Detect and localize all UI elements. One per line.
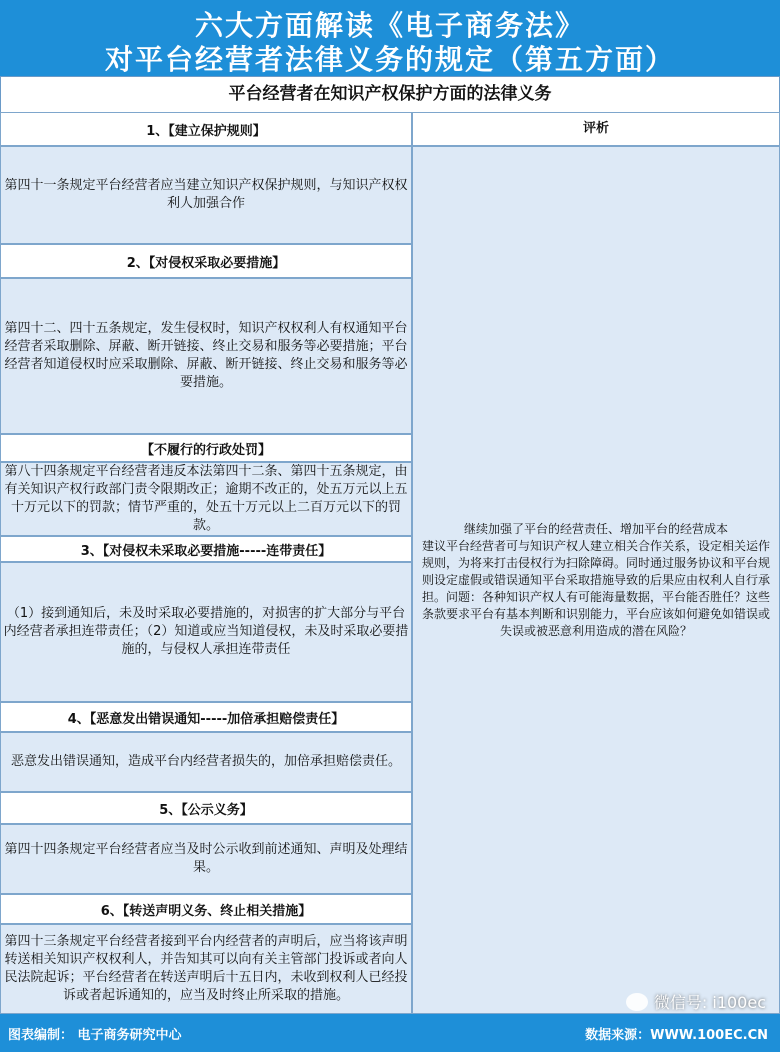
section-3-header: 3、【对侵权未采取必要措施-----连带责任】 bbox=[0, 536, 412, 562]
penalty-header: 【不履行的行政处罚】 bbox=[0, 434, 412, 462]
section-6-body bbox=[0, 924, 412, 1014]
section-4-header: 4、【恶意发出错误通知-----加倍承担赔偿责任】 bbox=[0, 702, 412, 732]
wechat-watermark bbox=[626, 990, 766, 1013]
section-1-body bbox=[0, 146, 412, 244]
footer-source: 数据来源：WWW.100EC.CN bbox=[585, 1028, 768, 1043]
section-1-header: 1、【建立保护规则】 bbox=[0, 112, 412, 146]
footer-compiler: 图表编制： 电子商务研究中心 bbox=[8, 1028, 182, 1043]
section-3-body bbox=[0, 562, 412, 702]
section-4-text: 恶意发出错误通知，造成平台内经营者损失的，加倍承担赔偿责任。 bbox=[10, 754, 401, 769]
section-5-body bbox=[0, 824, 412, 894]
section-3-text: （1）接到通知后，未及时采取必要措施的，对损害的扩大部分与平台内经营者承担连带责任；（2）知道或应当知道侵权，未及时采取必要措施的，与侵权人承担连带责任 bbox=[3, 606, 409, 657]
left-column bbox=[0, 112, 412, 1014]
penalty-body bbox=[0, 462, 412, 536]
analysis-line-2: 建议平台经营者可与知识产权人建立相关合作关系，设定相关运作规则，为将来打击侵权行为扫除障碍。同时通过服务协议和平台规则设定虚假或错误通知平台采取措施导致的后果应由权利人自行承担。问题：各种知识产权人有可能海量数据，平台能否胜任？这些条款要求平台有基本判断和识别能力，平台应该如何避免如错误或失误或被恶意利用造成的潜在风险？ bbox=[421, 538, 770, 638]
table-title: 平台经营者在知识产权保护方面的法律义务 bbox=[0, 76, 780, 113]
title-line-2: 对平台经营者法律义务的规定（第五方面） bbox=[104, 43, 675, 76]
section-5-header: 5、【公示义务】 bbox=[0, 792, 412, 824]
watermark-text: 微信号: i100ec bbox=[653, 993, 766, 1012]
analysis-body bbox=[412, 146, 780, 1014]
analysis-header: 评析 bbox=[412, 112, 780, 146]
analysis-line-1: 继续加强了平台的经营责任、增加平台的经营成本 bbox=[463, 521, 728, 536]
section-2-header: 2、【对侵权采取必要措施】 bbox=[0, 244, 412, 278]
section-6-header: 6、【转送声明义务、终止相关措施】 bbox=[0, 894, 412, 924]
section-6-text: 第四十三条规定平台经营者接到平台内经营者的声明后，应当将该声明转送相关知识产权权利人，并告知其可以向有关主管部门投诉或者向人民法院起诉；平台经营者在转送声明后十五日内，未收到权利人已经投诉或者起诉通知的，应当及时终止所采取的措施。 bbox=[4, 934, 408, 1003]
obligations-table bbox=[0, 112, 780, 1014]
section-5-text: 第四十四条规定平台经营者应当及时公示收到前述通知、声明及处理结果。 bbox=[4, 842, 408, 875]
wechat-icon bbox=[626, 993, 648, 1011]
penalty-text: 第八十四条规定平台经营者违反本法第四十二条、第四十五条规定，由有关知识产权行政部门责令限期改正；逾期不改正的，处五万元以上五十万元以下的罚款；情节严重的，处五十万元以上二百万元以下的罚款。 bbox=[4, 464, 408, 533]
section-1-text: 第四十一条规定平台经营者应当建立知识产权保护规则，与知识产权权利人加强合作 bbox=[4, 178, 408, 211]
page-footer bbox=[0, 1014, 780, 1052]
section-2-body bbox=[0, 278, 412, 434]
page-header bbox=[0, 0, 780, 76]
right-column bbox=[412, 112, 780, 1014]
section-2-text: 第四十二、四十五条规定，发生侵权时，知识产权权利人有权通知平台经营者采取删除、屏蔽、断开链接、终止交易和服务等必要措施；平台经营者知道侵权时应采取删除、屏蔽、断开链接、终止交易和服务等必要措施。 bbox=[4, 321, 408, 390]
section-4-body bbox=[0, 732, 412, 792]
title-line-1: 六大方面解读《电子商务法》 bbox=[194, 9, 585, 42]
